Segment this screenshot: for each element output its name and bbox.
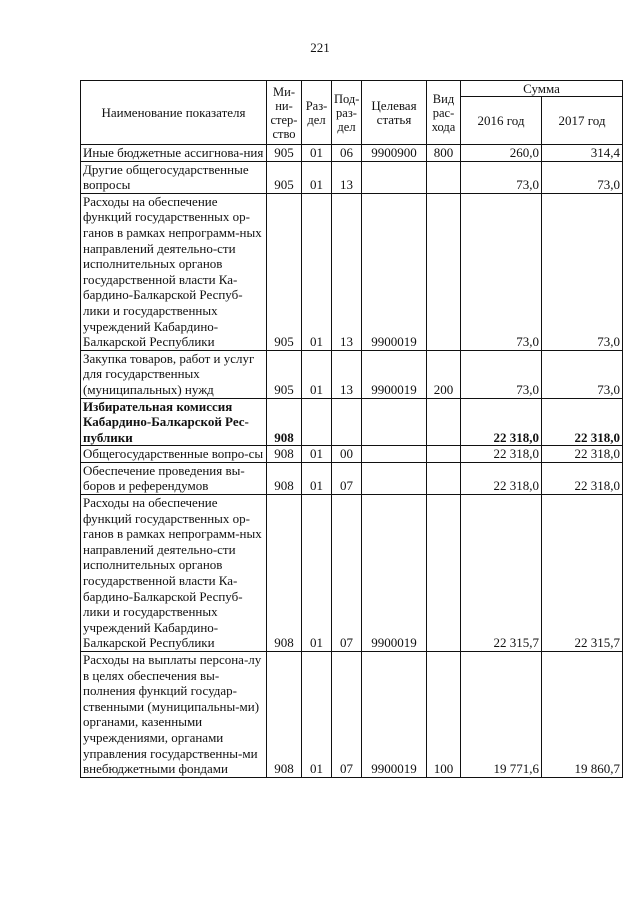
cell-name: Расходы на выплаты персона-лу в целях обеспечения вы-полнения функций государ-ственными (муниципальны-ми) органами, казенными учреждениями, органами управления государственны-ми внебюджетными фондами bbox=[81, 652, 267, 778]
cell-sum-2016: 260,0 bbox=[461, 145, 542, 162]
cell-sum-2016: 73,0 bbox=[461, 193, 542, 350]
budget-table bbox=[80, 80, 623, 778]
cell-sum-2017: 22 318,0 bbox=[542, 398, 623, 446]
cell-name: Иные бюджетные ассигнова-ния bbox=[81, 145, 267, 162]
cell-target bbox=[362, 446, 427, 463]
header-year-2016: 2016 год bbox=[461, 97, 542, 145]
table-row bbox=[81, 193, 623, 350]
table-row bbox=[81, 462, 623, 494]
cell-section bbox=[302, 398, 332, 446]
cell-section: 01 bbox=[302, 462, 332, 494]
cell-type bbox=[427, 161, 461, 193]
cell-subsection: 13 bbox=[332, 350, 362, 398]
table-row bbox=[81, 446, 623, 463]
cell-ministry: 908 bbox=[267, 398, 302, 446]
cell-sum-2016: 22 318,0 bbox=[461, 462, 542, 494]
cell-name: Расходы на обеспечение функций государственных ор-ганов в рамках непрограмм-ных направлений деятельно-сти исполнительных органов государственной власти Ка-бардино-Балкарской Респуб-лики и государственных учреждений Кабардино-Балкарской Республики bbox=[81, 193, 267, 350]
header-type: Вид рас-хода bbox=[427, 81, 461, 145]
cell-sum-2016: 73,0 bbox=[461, 350, 542, 398]
cell-section: 01 bbox=[302, 145, 332, 162]
cell-sum-2017: 22 318,0 bbox=[542, 446, 623, 463]
cell-subsection: 07 bbox=[332, 495, 362, 652]
header-section: Раз-дел bbox=[302, 81, 332, 145]
table-row bbox=[81, 398, 623, 446]
cell-type bbox=[427, 462, 461, 494]
cell-name: Обеспечение проведения вы-боров и референдумов bbox=[81, 462, 267, 494]
table-row bbox=[81, 161, 623, 193]
cell-target: 9900019 bbox=[362, 193, 427, 350]
cell-sum-2017: 314,4 bbox=[542, 145, 623, 162]
cell-subsection: 07 bbox=[332, 652, 362, 778]
cell-sum-2017: 73,0 bbox=[542, 350, 623, 398]
cell-sum-2016: 19 771,6 bbox=[461, 652, 542, 778]
table-row bbox=[81, 350, 623, 398]
cell-type: 200 bbox=[427, 350, 461, 398]
cell-name: Расходы на обеспечение функций государственных ор-ганов в рамках непрограмм-ных направлений деятельно-сти исполнительных органов государственной власти Ка-бардино-Балкарской Респуб-лики и государственных учреждений Кабардино-Балкарской Республики bbox=[81, 495, 267, 652]
cell-subsection: 07 bbox=[332, 462, 362, 494]
cell-type bbox=[427, 193, 461, 350]
cell-section: 01 bbox=[302, 652, 332, 778]
cell-ministry: 908 bbox=[267, 462, 302, 494]
cell-subsection: 00 bbox=[332, 446, 362, 463]
cell-section: 01 bbox=[302, 193, 332, 350]
cell-sum-2017: 19 860,7 bbox=[542, 652, 623, 778]
header-year-2017: 2017 год bbox=[542, 97, 623, 145]
cell-name: Закупка товаров, работ и услуг для государственных (муниципальных) нужд bbox=[81, 350, 267, 398]
cell-sum-2017: 73,0 bbox=[542, 161, 623, 193]
cell-target: 9900019 bbox=[362, 495, 427, 652]
cell-sum-2016: 73,0 bbox=[461, 161, 542, 193]
cell-target: 9900900 bbox=[362, 145, 427, 162]
header-subsection: Под-раз-дел bbox=[332, 81, 362, 145]
cell-target bbox=[362, 398, 427, 446]
table-row bbox=[81, 652, 623, 778]
cell-section: 01 bbox=[302, 161, 332, 193]
cell-type bbox=[427, 446, 461, 463]
cell-target: 9900019 bbox=[362, 350, 427, 398]
table-row bbox=[81, 495, 623, 652]
cell-ministry: 905 bbox=[267, 161, 302, 193]
cell-subsection: 13 bbox=[332, 193, 362, 350]
cell-subsection bbox=[332, 398, 362, 446]
cell-ministry: 905 bbox=[267, 145, 302, 162]
cell-ministry: 905 bbox=[267, 350, 302, 398]
header-sum: Сумма bbox=[461, 81, 623, 97]
cell-sum-2017: 22 318,0 bbox=[542, 462, 623, 494]
cell-name: Другие общегосударственные вопросы bbox=[81, 161, 267, 193]
cell-target bbox=[362, 161, 427, 193]
cell-section: 01 bbox=[302, 350, 332, 398]
cell-name: Избирательная комиссия Кабардино-Балкарской Рес-публики bbox=[81, 398, 267, 446]
header-name: Наименование показателя bbox=[81, 81, 267, 145]
cell-type bbox=[427, 398, 461, 446]
cell-sum-2016: 22 315,7 bbox=[461, 495, 542, 652]
header-target: Целевая статья bbox=[362, 81, 427, 145]
cell-sum-2017: 22 315,7 bbox=[542, 495, 623, 652]
cell-ministry: 908 bbox=[267, 652, 302, 778]
cell-type: 800 bbox=[427, 145, 461, 162]
cell-ministry: 908 bbox=[267, 495, 302, 652]
cell-sum-2016: 22 318,0 bbox=[461, 446, 542, 463]
cell-target bbox=[362, 462, 427, 494]
header-ministry: Ми-ни-стер-ство bbox=[267, 81, 302, 145]
cell-type bbox=[427, 495, 461, 652]
cell-sum-2017: 73,0 bbox=[542, 193, 623, 350]
cell-sum-2016: 22 318,0 bbox=[461, 398, 542, 446]
cell-name: Общегосударственные вопро-сы bbox=[81, 446, 267, 463]
cell-section: 01 bbox=[302, 495, 332, 652]
cell-section: 01 bbox=[302, 446, 332, 463]
page-number: 221 bbox=[310, 40, 330, 55]
cell-ministry: 908 bbox=[267, 446, 302, 463]
table-row bbox=[81, 145, 623, 162]
cell-ministry: 905 bbox=[267, 193, 302, 350]
cell-subsection: 13 bbox=[332, 161, 362, 193]
cell-type: 100 bbox=[427, 652, 461, 778]
cell-subsection: 06 bbox=[332, 145, 362, 162]
cell-target: 9900019 bbox=[362, 652, 427, 778]
